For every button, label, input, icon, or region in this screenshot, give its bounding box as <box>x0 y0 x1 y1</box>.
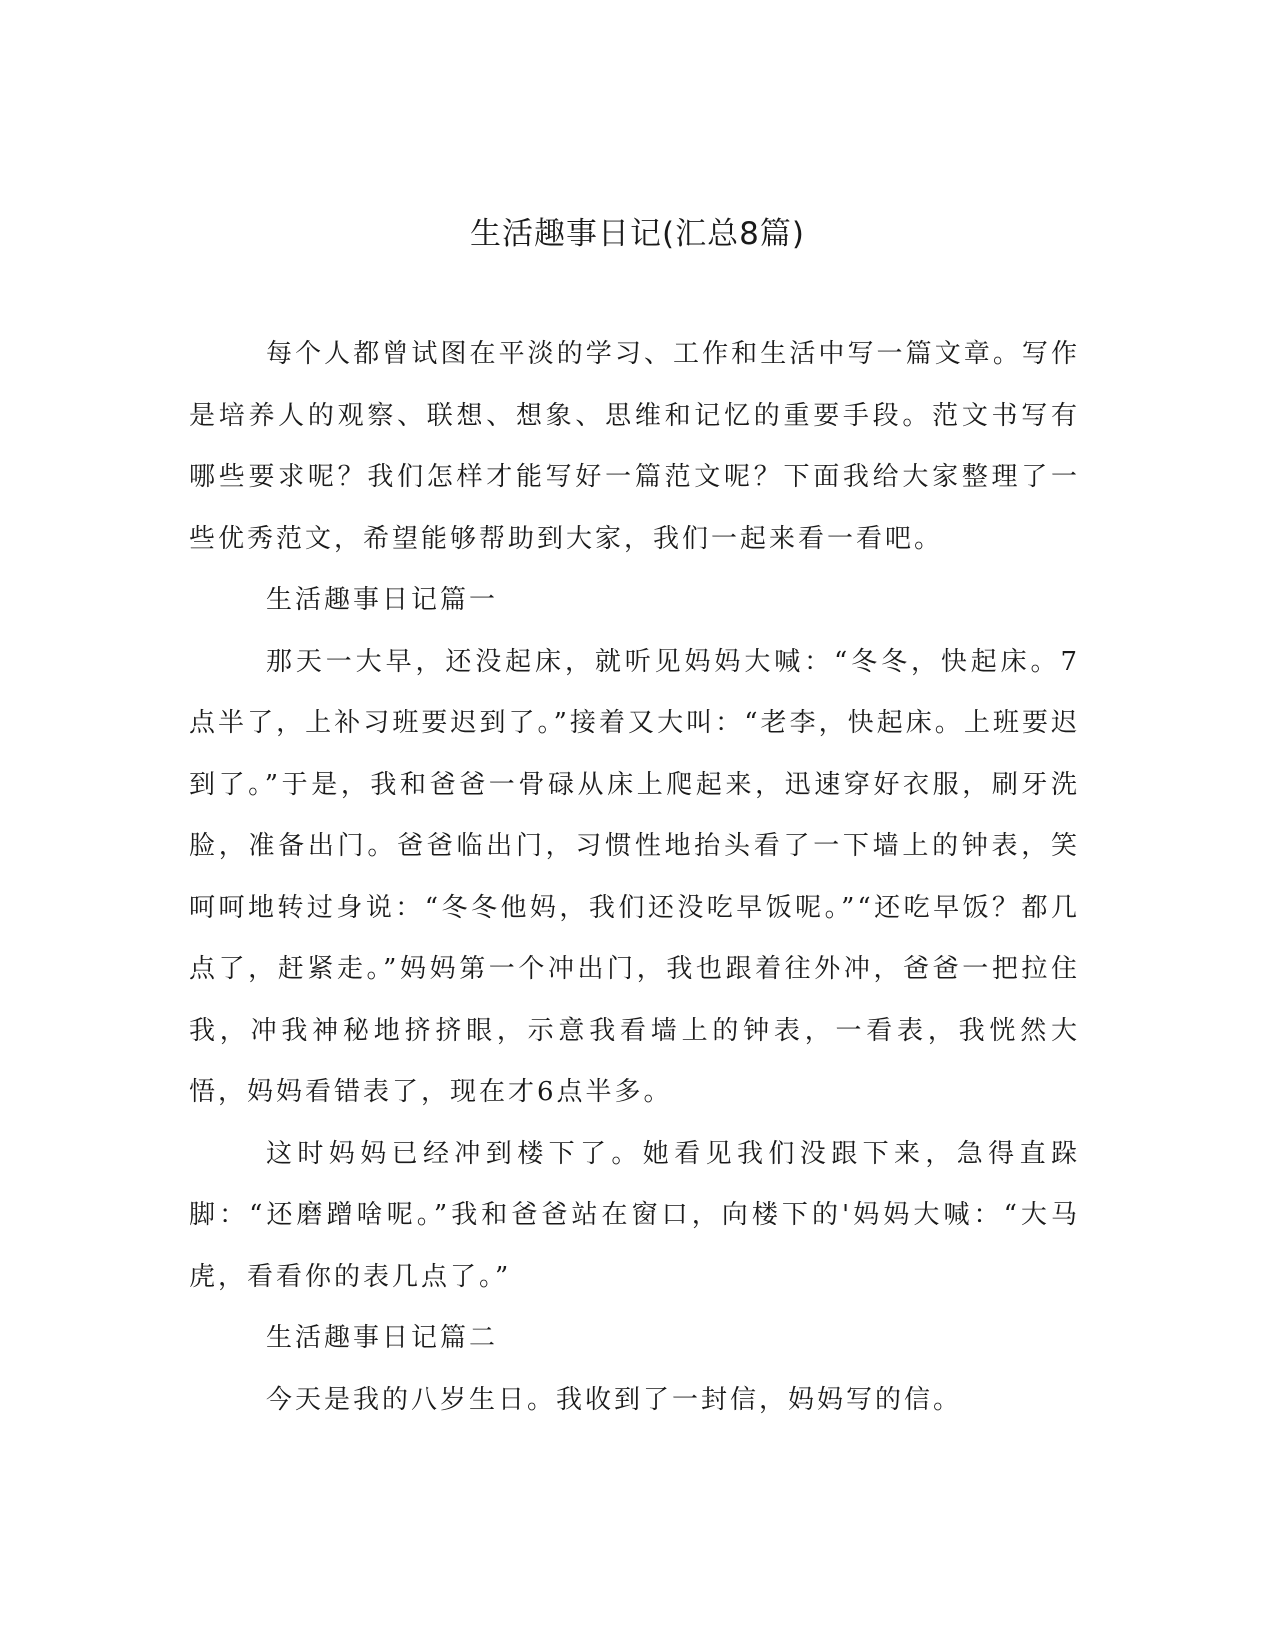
document-title: 生活趣事日记(汇总8篇) <box>470 216 805 252</box>
body-paragraph: 这时妈妈已经冲到楼下了。她看见我们没跟下来，急得直跺脚：“还磨蹭啥呢。”我和爸爸站在窗口，向楼下的'妈妈大喊：“大马虎，看看你的表几点了。” <box>189 1138 1080 1292</box>
body-paragraph: 今天是我的八岁生日。我收到了一封信，妈妈写的信。 <box>266 1384 963 1415</box>
section-heading-1: 生活趣事日记篇一 <box>266 585 499 615</box>
document-body <box>189 324 1080 1431</box>
section-heading-2: 生活趣事日记篇二 <box>266 1323 499 1353</box>
body-paragraph: 那天一大早，还没起床，就听见妈妈大喊：“冬冬，快起床。7点半了，上补习班要迟到了。”接着又大叫：“老李，快起床。上班要迟到了。”于是，我和爸爸一骨碌从床上爬起来，迅速穿好衣服，刷牙洗脸，准备出门。爸爸临出门，习惯性地抬头看了一下墙上的钟表，笑呵呵地转过身说：“冬冬他妈，我们还没吃早饭呢。”“还吃早饭？都几点了，赶紧走。”妈妈第一个冲出门，我也跟着往外冲，爸爸一把拉住我，冲我神秘地挤挤眼，示意我看墙上的钟表，一看表，我恍然大悟，妈妈看错表了，现在才6点半多。 <box>189 646 1080 1107</box>
intro-paragraph: 每个人都曾试图在平淡的学习、工作和生活中写一篇文章。写作是培养人的观察、联想、想象、思维和记忆的重要手段。范文书写有哪些要求呢？我们怎样才能写好一篇范文呢？下面我给大家整理了一些优秀范文，希望能够帮助到大家，我们一起来看一看吧。 <box>189 339 1080 554</box>
